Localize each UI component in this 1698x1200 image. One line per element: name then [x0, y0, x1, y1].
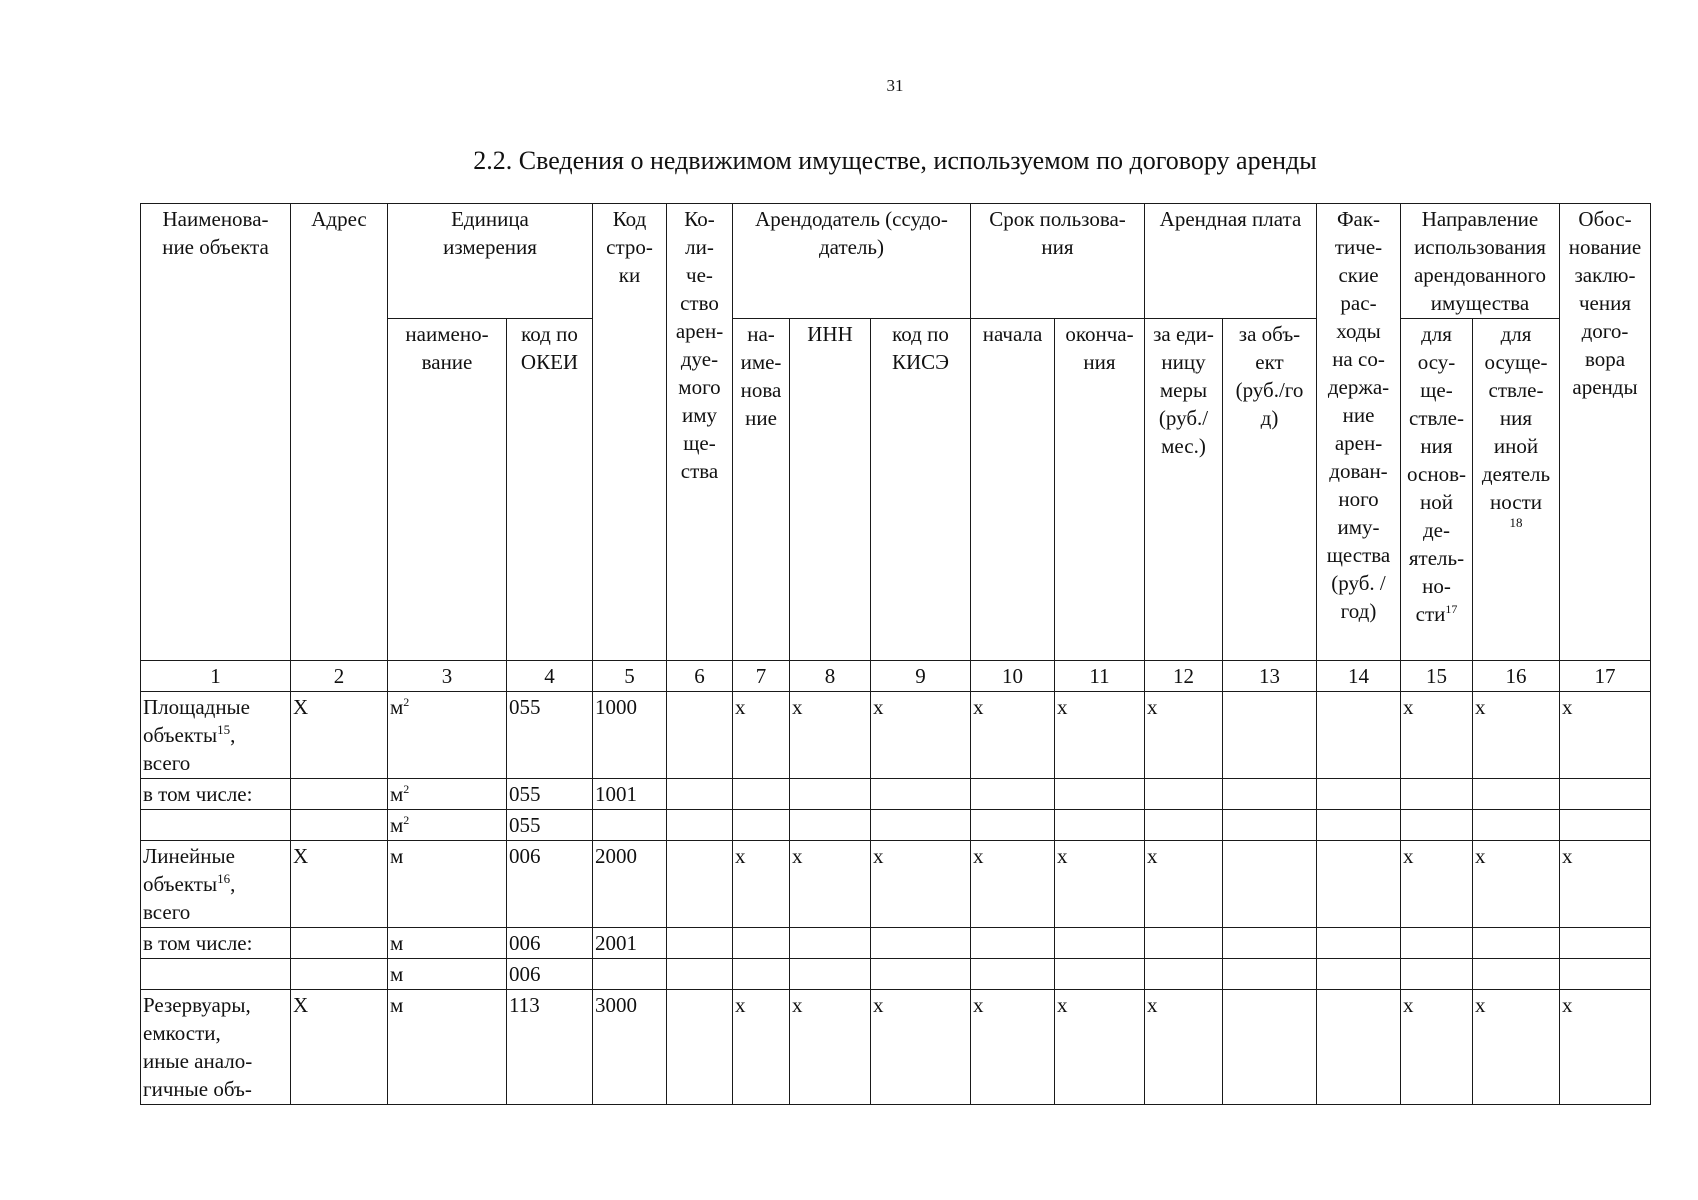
- cell-unit: [388, 841, 507, 928]
- column-number: 7: [733, 661, 790, 692]
- header-lessor-inn: ИНН: [790, 319, 871, 661]
- cell-col-15: х: [1401, 990, 1473, 1105]
- cell-col-7: х: [733, 841, 790, 928]
- cell-col-14: [1317, 810, 1401, 841]
- unit-symbol: м: [390, 962, 404, 986]
- cell-col-8: [790, 810, 871, 841]
- cell-col-8: х: [790, 990, 871, 1105]
- column-number-row: [141, 661, 1651, 692]
- cell-col-17: х: [1560, 692, 1651, 779]
- cell-col-9: х: [871, 990, 971, 1105]
- cell-col-11: [1055, 928, 1145, 959]
- header-lessor-kise: код по КИСЭ: [871, 319, 971, 661]
- header-lessor: Арендодатель (ссудо- датель): [733, 204, 971, 319]
- cell-col-16: х: [1473, 990, 1560, 1105]
- cell-col-11: х: [1055, 990, 1145, 1105]
- header-quantity: Ко- ли- че- ство арен- дуе- мого иму ще- ства: [667, 204, 733, 661]
- cell-address: [291, 779, 388, 810]
- cell-col-13: [1223, 692, 1317, 779]
- header-usage: Направление использования арендованного имущества: [1401, 204, 1560, 319]
- column-number: 2: [291, 661, 388, 692]
- header-usage-main: [1401, 319, 1473, 661]
- unit-symbol: м: [390, 844, 404, 868]
- table-row: [141, 928, 1651, 959]
- table-row: [141, 841, 1651, 928]
- cell-line-code: [593, 810, 667, 841]
- cell-col-9: х: [871, 692, 971, 779]
- header-line-code: Код стро- ки: [593, 204, 667, 661]
- unit-symbol: м: [390, 993, 404, 1017]
- cell-col-9: [871, 959, 971, 990]
- cell-col-16: [1473, 959, 1560, 990]
- header-unit: Единица измерения: [388, 204, 593, 319]
- cell-col-13: [1223, 841, 1317, 928]
- cell-col-8: [790, 959, 871, 990]
- cell-address: [291, 959, 388, 990]
- cell-address: Х: [291, 692, 388, 779]
- cell-col-17: х: [1560, 841, 1651, 928]
- column-number: 9: [871, 661, 971, 692]
- cell-col-6: [667, 959, 733, 990]
- cell-address: Х: [291, 841, 388, 928]
- cell-col-7: х: [733, 990, 790, 1105]
- cell-col-15: [1401, 959, 1473, 990]
- cell-col-15: х: [1401, 692, 1473, 779]
- cell-col-17: [1560, 959, 1651, 990]
- table-row: [141, 990, 1651, 1105]
- cell-col-7: [733, 779, 790, 810]
- header-justification: Обос- нование заклю- чения дого- вора аренды: [1560, 204, 1651, 661]
- cell-col-14: [1317, 990, 1401, 1105]
- cell-col-15: [1401, 810, 1473, 841]
- cell-col-7: [733, 959, 790, 990]
- column-number: 13: [1223, 661, 1317, 692]
- row-name: Резервуары, емкости, иные анало- гичные объ-: [143, 993, 253, 1101]
- table-row: [141, 779, 1651, 810]
- row-name-cell: [141, 959, 291, 990]
- cell-okei: 113: [507, 990, 593, 1105]
- cell-address: [291, 810, 388, 841]
- cell-unit: [388, 692, 507, 779]
- cell-col-16: [1473, 810, 1560, 841]
- cell-line-code: 2001: [593, 928, 667, 959]
- unit-symbol: м: [390, 695, 404, 719]
- cell-col-6: [667, 810, 733, 841]
- cell-col-16: х: [1473, 841, 1560, 928]
- row-name-cell: [141, 928, 291, 959]
- cell-col-10: х: [971, 692, 1055, 779]
- cell-col-17: х: [1560, 990, 1651, 1105]
- row-name: в том числе:: [143, 782, 253, 806]
- header-rent-per-unit: за еди- ницу меры (руб./ мес.): [1145, 319, 1223, 661]
- cell-col-6: [667, 990, 733, 1105]
- cell-col-6: [667, 841, 733, 928]
- cell-col-10: х: [971, 841, 1055, 928]
- cell-col-11: [1055, 959, 1145, 990]
- cell-col-11: [1055, 810, 1145, 841]
- cell-unit: [388, 959, 507, 990]
- cell-col-9: [871, 810, 971, 841]
- unit-symbol: м: [390, 813, 404, 837]
- cell-col-12: [1145, 810, 1223, 841]
- cell-col-14: [1317, 959, 1401, 990]
- header-actual-costs: Фак- тиче- ские рас- ходы на со- держа- ние арен- дован- ного иму- щества (руб. / год): [1317, 204, 1401, 661]
- cell-col-17: [1560, 810, 1651, 841]
- column-number: 14: [1317, 661, 1401, 692]
- header-term: Срок пользова- ния: [971, 204, 1145, 319]
- cell-col-14: [1317, 928, 1401, 959]
- cell-col-14: [1317, 692, 1401, 779]
- cell-col-8: [790, 779, 871, 810]
- unit-symbol: м: [390, 931, 404, 955]
- cell-col-8: [790, 928, 871, 959]
- table-row: [141, 959, 1651, 990]
- cell-col-12: [1145, 959, 1223, 990]
- cell-line-code: 2000: [593, 841, 667, 928]
- row-name: Площадные объекты: [143, 695, 250, 747]
- cell-line-code: [593, 959, 667, 990]
- cell-col-12: х: [1145, 990, 1223, 1105]
- cell-col-17: [1560, 928, 1651, 959]
- cell-col-15: [1401, 779, 1473, 810]
- row-name-suffix: , всего: [143, 872, 236, 924]
- cell-col-7: [733, 928, 790, 959]
- row-name-suffix: , всего: [143, 723, 236, 775]
- row-name-cell: [141, 841, 291, 928]
- cell-col-7: [733, 810, 790, 841]
- cell-col-9: [871, 928, 971, 959]
- cell-col-15: х: [1401, 841, 1473, 928]
- cell-col-13: [1223, 990, 1317, 1105]
- column-number: 15: [1401, 661, 1473, 692]
- footnote-18: 18: [1509, 515, 1523, 530]
- cell-col-8: х: [790, 841, 871, 928]
- cell-col-14: [1317, 841, 1401, 928]
- row-name-cell: [141, 692, 291, 779]
- cell-line-code: 1000: [593, 692, 667, 779]
- cell-okei: 006: [507, 959, 593, 990]
- cell-col-10: [971, 959, 1055, 990]
- header-lessor-name: на- име- нова ние: [733, 319, 790, 661]
- cell-line-code: 1001: [593, 779, 667, 810]
- cell-okei: 006: [507, 928, 593, 959]
- unit-exponent: 2: [403, 782, 410, 796]
- table-row: [141, 810, 1651, 841]
- cell-okei: 055: [507, 692, 593, 779]
- cell-okei: 055: [507, 810, 593, 841]
- cell-col-14: [1317, 779, 1401, 810]
- cell-unit: [388, 779, 507, 810]
- cell-col-12: х: [1145, 692, 1223, 779]
- cell-col-12: [1145, 928, 1223, 959]
- lease-property-table: [140, 203, 1651, 1105]
- cell-col-13: [1223, 779, 1317, 810]
- column-number: 8: [790, 661, 871, 692]
- cell-col-16: [1473, 928, 1560, 959]
- page-number: 31: [886, 76, 904, 95]
- section-title: 2.2. Сведения о недвижимом имуществе, используемом по договору аренды: [473, 146, 1317, 175]
- header-term-end: оконча- ния: [1055, 319, 1145, 661]
- column-number: 6: [667, 661, 733, 692]
- cell-unit: [388, 990, 507, 1105]
- header-address: Адрес: [291, 204, 388, 661]
- column-number: 4: [507, 661, 593, 692]
- row-name-cell: [141, 779, 291, 810]
- header-usage-other: [1473, 319, 1560, 661]
- column-number: 16: [1473, 661, 1560, 692]
- table-row: [141, 692, 1651, 779]
- cell-col-12: [1145, 779, 1223, 810]
- cell-col-12: х: [1145, 841, 1223, 928]
- header-usage-other-label: для осуще- ствле- ния иной деятель ности: [1481, 322, 1551, 514]
- cell-col-13: [1223, 810, 1317, 841]
- cell-col-6: [667, 779, 733, 810]
- column-number: 1: [141, 661, 291, 692]
- cell-col-7: х: [733, 692, 790, 779]
- header-unit-name: наимено- вание: [388, 319, 507, 661]
- cell-col-10: [971, 928, 1055, 959]
- cell-col-11: х: [1055, 841, 1145, 928]
- cell-unit: [388, 928, 507, 959]
- header-usage-main-label: для осу- ще- ствле- ния основ- ной де- ятель- но- сти: [1407, 322, 1466, 626]
- cell-col-9: [871, 779, 971, 810]
- row-footnote: 15: [217, 722, 231, 737]
- cell-col-15: [1401, 928, 1473, 959]
- cell-col-13: [1223, 928, 1317, 959]
- column-number: 5: [593, 661, 667, 692]
- row-name-cell: [141, 810, 291, 841]
- cell-col-6: [667, 928, 733, 959]
- header-rent-per-object: за объ- ект (руб./го д): [1223, 319, 1317, 661]
- cell-col-10: [971, 810, 1055, 841]
- cell-col-11: х: [1055, 692, 1145, 779]
- header-term-start: начала: [971, 319, 1055, 661]
- unit-exponent: 2: [403, 813, 410, 827]
- unit-exponent: 2: [403, 695, 410, 709]
- header-rent: Арендная плата: [1145, 204, 1317, 319]
- cell-okei: 055: [507, 779, 593, 810]
- cell-col-16: [1473, 779, 1560, 810]
- cell-col-16: х: [1473, 692, 1560, 779]
- cell-col-13: [1223, 959, 1317, 990]
- row-footnote: 16: [217, 871, 231, 886]
- row-name: Линейные объекты: [143, 844, 235, 896]
- cell-col-10: [971, 779, 1055, 810]
- cell-col-8: х: [790, 692, 871, 779]
- cell-col-6: [667, 692, 733, 779]
- column-number: 10: [971, 661, 1055, 692]
- unit-symbol: м: [390, 782, 404, 806]
- row-name-cell: [141, 990, 291, 1105]
- cell-address: [291, 928, 388, 959]
- column-number: 12: [1145, 661, 1223, 692]
- cell-col-9: х: [871, 841, 971, 928]
- footnote-17: 17: [1445, 602, 1458, 616]
- header-unit-code: код по ОКЕИ: [507, 319, 593, 661]
- row-name: в том числе:: [143, 931, 253, 955]
- cell-col-10: х: [971, 990, 1055, 1105]
- cell-address: Х: [291, 990, 388, 1105]
- cell-line-code: 3000: [593, 990, 667, 1105]
- header-object-name: Наименова- ние объекта: [141, 204, 291, 661]
- cell-unit: [388, 810, 507, 841]
- column-number: 17: [1560, 661, 1651, 692]
- cell-okei: 006: [507, 841, 593, 928]
- column-number: 3: [388, 661, 507, 692]
- cell-col-17: [1560, 779, 1651, 810]
- cell-col-11: [1055, 779, 1145, 810]
- column-number: 11: [1055, 661, 1145, 692]
